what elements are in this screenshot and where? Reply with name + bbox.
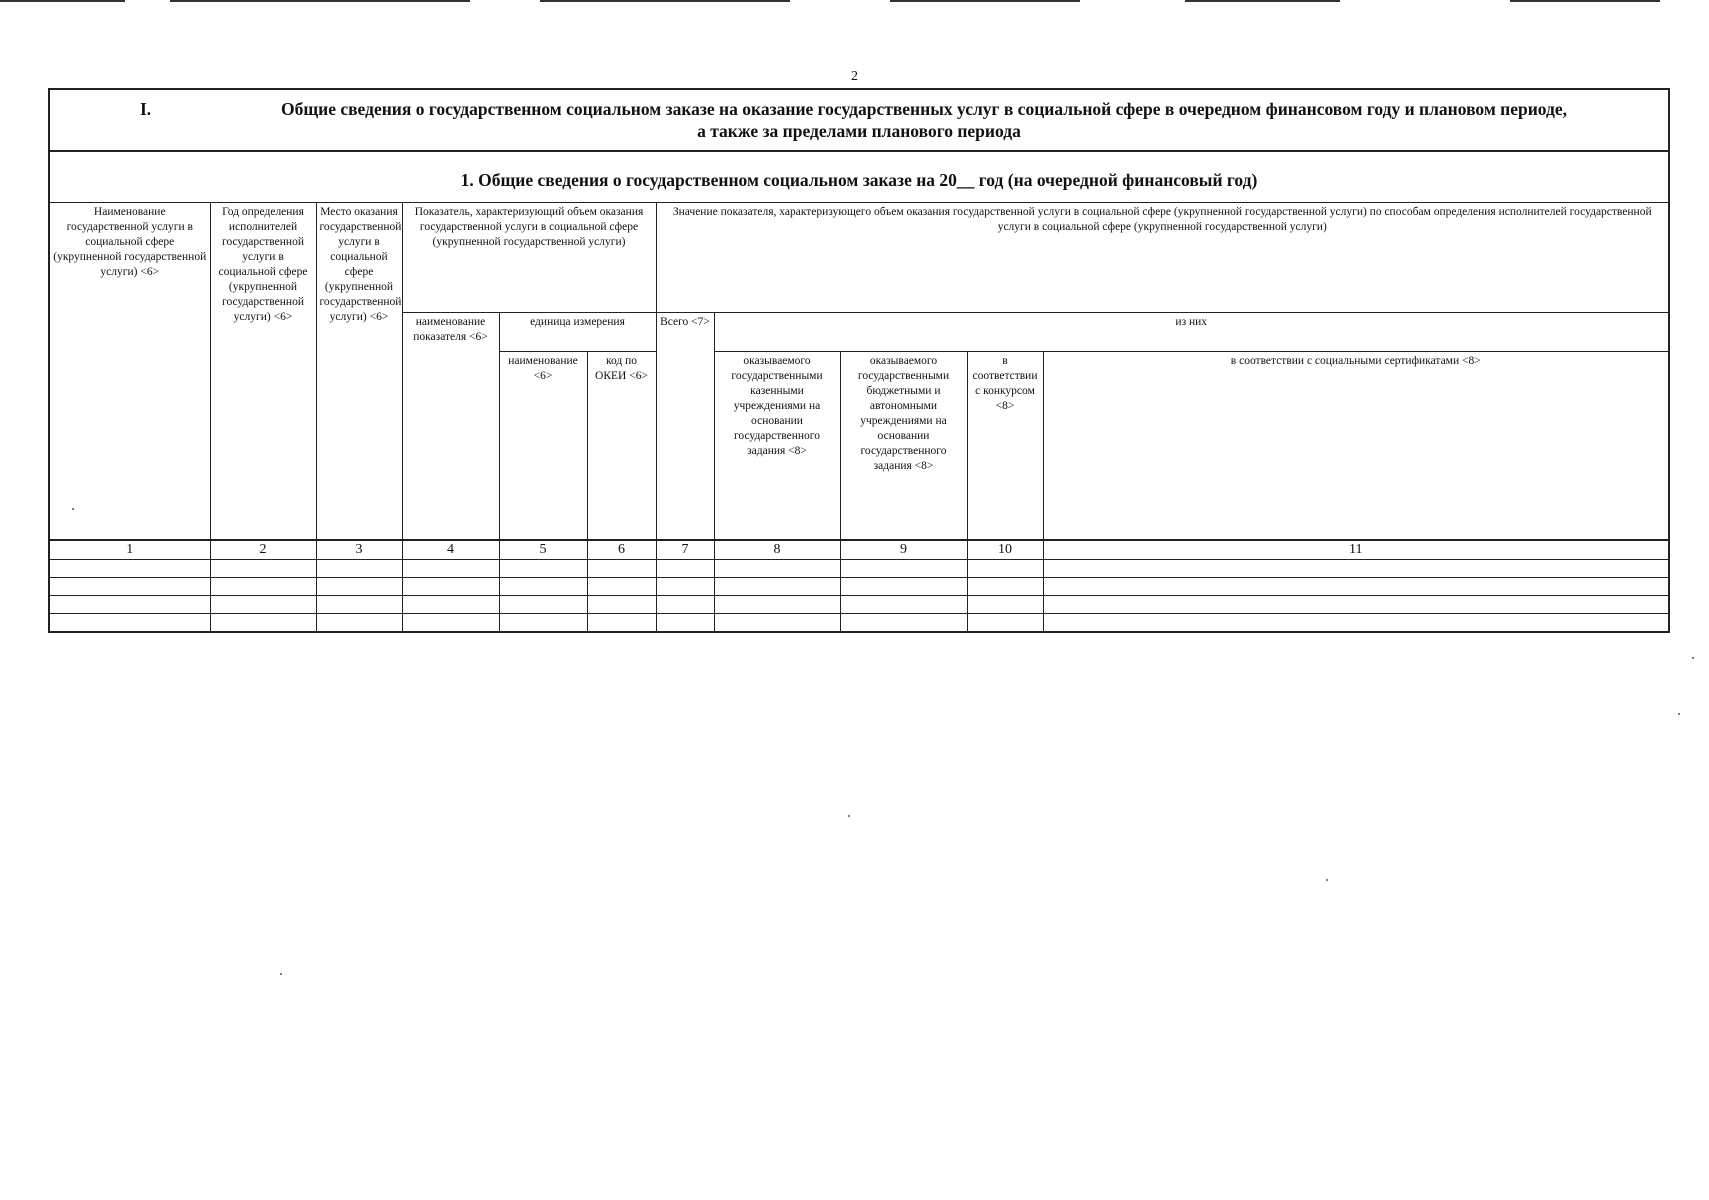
section-title-line2: а также за пределами планового периода — [697, 121, 1021, 141]
scan-speck — [1678, 713, 1680, 715]
header-competition: в соответствии с конкурсом <8> — [967, 352, 1043, 541]
table-cell[interactable] — [587, 614, 656, 633]
table-cell[interactable] — [402, 614, 499, 633]
scan-speck — [280, 973, 282, 975]
header-value-group: Значение показателя, характеризующего объем оказания государственной услуги в социальной сфере (укрупненной государственной услуги) по способам определения исполнителей государственной услуги в социальной сфере (укрупненной государственной услуги) — [656, 203, 1669, 313]
table-row — [49, 614, 1669, 633]
table-cell[interactable] — [656, 614, 714, 633]
table-cell[interactable] — [840, 578, 967, 596]
scan-speck — [848, 815, 850, 817]
column-number: 8 — [714, 540, 840, 560]
table-cell[interactable] — [967, 560, 1043, 578]
table-cell[interactable] — [714, 560, 840, 578]
header-unit-name: наименование <6> — [499, 352, 587, 541]
table-cell[interactable] — [656, 560, 714, 578]
table-cell[interactable] — [210, 560, 316, 578]
scan-speck — [1692, 657, 1694, 659]
social-order-table — [48, 88, 1670, 633]
scan-edge-line — [1510, 0, 1660, 2]
section-title-line1: Общие сведения о государственном социальном заказе на оказание государственных услуг в социальной сфере в очередном финансовом году и плановом периоде, — [280, 99, 1568, 119]
column-number: 10 — [967, 540, 1043, 560]
table-cell[interactable] — [49, 614, 210, 633]
header-place: Место оказания государственной услуги в социальной сфере (укрупненной государственной услуги) <6> — [316, 203, 402, 541]
column-number: 1 — [49, 540, 210, 560]
table-cell[interactable] — [656, 596, 714, 614]
scan-edge-line — [1185, 0, 1340, 2]
table-cell[interactable] — [316, 560, 402, 578]
subsection-title: 1. Общие сведения о государственном социальном заказе на 20__ год (на очередной финансовый год) — [49, 151, 1669, 203]
table-cell[interactable] — [587, 596, 656, 614]
table-cell[interactable] — [587, 560, 656, 578]
table-cell[interactable] — [499, 578, 587, 596]
scan-edge-line — [170, 0, 470, 2]
header-indicator-group: Показатель, характеризующий объем оказания государственной услуги в социальной сфере (укрупненной государственной услуги) — [402, 203, 656, 313]
column-number: 7 — [656, 540, 714, 560]
scan-edge-line — [890, 0, 1080, 2]
table-cell[interactable] — [840, 560, 967, 578]
scan-edge-line — [540, 0, 790, 2]
table-cell[interactable] — [714, 614, 840, 633]
column-number: 5 — [499, 540, 587, 560]
scan-speck — [1326, 879, 1328, 881]
table-cell[interactable] — [714, 596, 840, 614]
table-cell[interactable] — [49, 560, 210, 578]
table-cell[interactable] — [967, 596, 1043, 614]
table-cell[interactable] — [1043, 578, 1669, 596]
table-cell[interactable] — [402, 560, 499, 578]
table-cell[interactable] — [1043, 614, 1669, 633]
header-budget-autonomous: оказываемого государственными бюджетными и автономными учреждениями на основании государственного задания <8> — [840, 352, 967, 541]
table-cell[interactable] — [210, 614, 316, 633]
column-number: 6 — [587, 540, 656, 560]
table-cell[interactable] — [49, 596, 210, 614]
header-unit-okei: код по ОКЕИ <6> — [587, 352, 656, 541]
header-service-name: Наименование государственной услуги в социальной сфере (укрупненной государственной услуги) <6> — [49, 203, 210, 541]
table-cell[interactable] — [656, 578, 714, 596]
table-cell[interactable] — [499, 614, 587, 633]
header-state-treasury: оказываемого государственными казенными учреждениями на основании государственного задания <8> — [714, 352, 840, 541]
column-number: 9 — [840, 540, 967, 560]
header-unit-group: единица измерения — [499, 313, 656, 352]
scan-edge-line — [0, 0, 125, 2]
table-cell[interactable] — [1043, 596, 1669, 614]
table-cell[interactable] — [499, 560, 587, 578]
column-number: 4 — [402, 540, 499, 560]
table-cell[interactable] — [316, 596, 402, 614]
table-row — [49, 578, 1669, 596]
table-cell[interactable] — [967, 614, 1043, 633]
table-cell[interactable] — [840, 596, 967, 614]
section-title — [49, 89, 1669, 151]
header-indicator-name: наименование показателя <6> — [402, 313, 499, 541]
table-cell[interactable] — [967, 578, 1043, 596]
column-number-row — [49, 540, 1669, 560]
table-cell[interactable] — [210, 578, 316, 596]
header-total: Всего <7> — [656, 313, 714, 541]
column-number: 2 — [210, 540, 316, 560]
header-year: Год определения исполнителей государственной услуги в социальной сфере (укрупненной государственной услуги) <6> — [210, 203, 316, 541]
table-row — [49, 560, 1669, 578]
header-of-which: из них — [714, 313, 1669, 352]
table-cell[interactable] — [1043, 560, 1669, 578]
table-cell[interactable] — [714, 578, 840, 596]
table-cell[interactable] — [402, 578, 499, 596]
table-cell[interactable] — [499, 596, 587, 614]
section-number: I. — [140, 99, 152, 119]
table-cell[interactable] — [840, 614, 967, 633]
table-row — [49, 596, 1669, 614]
header-social-certificates: в соответствии с социальными сертификатами <8> — [1043, 352, 1669, 541]
table-cell[interactable] — [316, 614, 402, 633]
column-number: 11 — [1043, 540, 1669, 560]
table-cell[interactable] — [587, 578, 656, 596]
page-number: 2 — [851, 69, 858, 84]
table-cell[interactable] — [316, 578, 402, 596]
column-number: 3 — [316, 540, 402, 560]
table-cell[interactable] — [49, 578, 210, 596]
table-cell[interactable] — [210, 596, 316, 614]
table-cell[interactable] — [402, 596, 499, 614]
